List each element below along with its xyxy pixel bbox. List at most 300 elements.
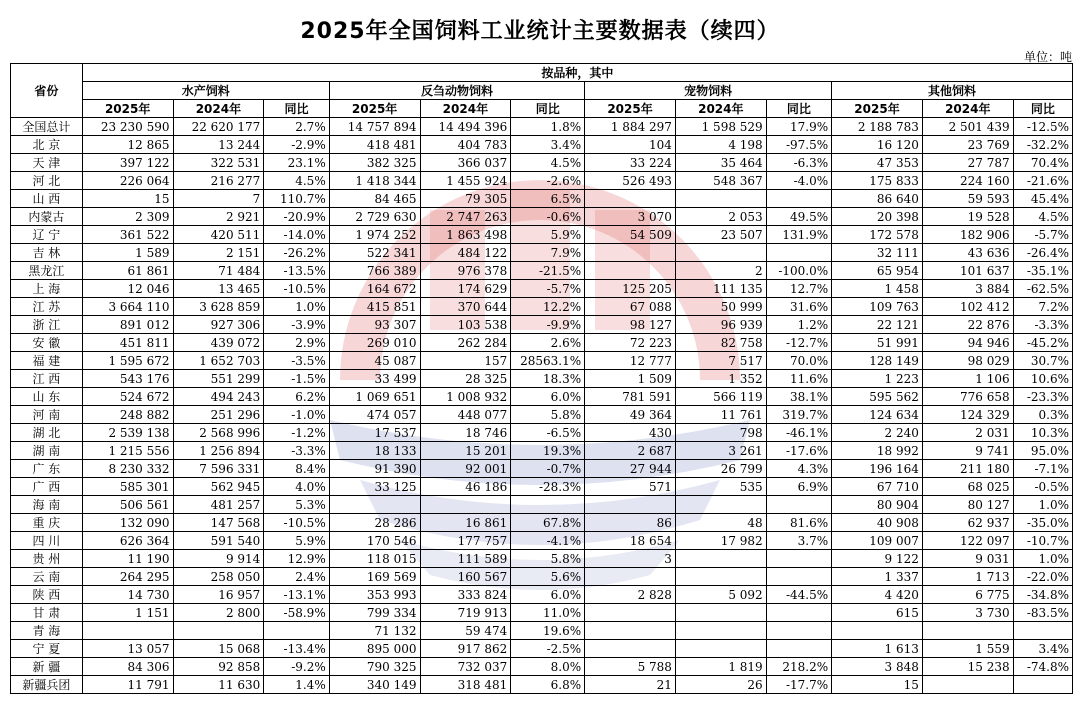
table-row — [11, 478, 1073, 496]
value-cell: 59 474 — [420, 622, 511, 640]
value-cell: 84 465 — [329, 190, 420, 208]
value-cell: 494 243 — [173, 388, 264, 406]
value-cell: 3.7% — [766, 532, 831, 550]
value-cell: 251 296 — [173, 406, 264, 424]
value-cell: 9 031 — [922, 550, 1013, 568]
value-cell: 12.2% — [511, 298, 585, 316]
value-cell: 522 341 — [329, 244, 420, 262]
province-cell: 江 苏 — [11, 298, 83, 316]
value-cell: 62 937 — [922, 514, 1013, 532]
value-cell: -46.1% — [766, 424, 831, 442]
value-cell: 891 012 — [82, 316, 173, 334]
table-row — [11, 406, 1073, 424]
value-cell — [766, 244, 831, 262]
value-cell: 2 568 996 — [173, 424, 264, 442]
table-row — [11, 136, 1073, 154]
value-cell: 4 198 — [675, 136, 766, 154]
value-cell: 26 799 — [675, 460, 766, 478]
value-cell: 6.0% — [511, 586, 585, 604]
page-title: 2025年全国饲料工业统计主要数据表（续四） — [300, 19, 780, 44]
value-cell: 35 464 — [675, 154, 766, 172]
value-cell: 4.5% — [511, 154, 585, 172]
value-cell: 1 598 529 — [675, 118, 766, 136]
value-cell: 7.2% — [1013, 298, 1072, 316]
value-cell: 11 791 — [82, 676, 173, 694]
unit-label: 单位：吨 — [1023, 50, 1072, 64]
value-cell: 7.9% — [511, 244, 585, 262]
value-cell: -12.7% — [766, 334, 831, 352]
value-cell: 1 418 344 — [329, 172, 420, 190]
value-cell: 382 325 — [329, 154, 420, 172]
value-cell: 169 569 — [329, 568, 420, 586]
value-cell: -21.5% — [511, 262, 585, 280]
table-row — [11, 316, 1073, 334]
value-cell: 2.7% — [264, 118, 329, 136]
value-cell: 1 595 672 — [82, 352, 173, 370]
table-row — [11, 334, 1073, 352]
value-cell: 86 — [585, 514, 676, 532]
value-cell: 430 — [585, 424, 676, 442]
value-cell: 595 562 — [832, 388, 923, 406]
value-cell: -21.6% — [1013, 172, 1072, 190]
value-cell: 18 654 — [585, 532, 676, 550]
value-cell: 1 215 556 — [82, 442, 173, 460]
value-cell: 976 378 — [420, 262, 511, 280]
value-cell: 124 634 — [832, 406, 923, 424]
table-row — [11, 442, 1073, 460]
value-cell: 591 540 — [173, 532, 264, 550]
table-row — [11, 262, 1073, 280]
value-cell: 67 710 — [832, 478, 923, 496]
table-row — [11, 190, 1073, 208]
value-cell: 5.8% — [511, 406, 585, 424]
value-cell: 103 538 — [420, 316, 511, 334]
value-cell: 5 788 — [585, 658, 676, 676]
table-row — [11, 568, 1073, 586]
value-cell: 19.6% — [511, 622, 585, 640]
value-cell: 8.4% — [264, 460, 329, 478]
value-cell: 23 230 590 — [82, 118, 173, 136]
value-cell: 566 119 — [675, 388, 766, 406]
value-cell: -100.0% — [766, 262, 831, 280]
value-cell: 12.9% — [264, 550, 329, 568]
value-cell — [766, 640, 831, 658]
value-cell — [82, 622, 173, 640]
province-cell: 广 西 — [11, 478, 83, 496]
value-cell: 71 132 — [329, 622, 420, 640]
value-cell: 2 921 — [173, 208, 264, 226]
value-cell: 94 946 — [922, 334, 1013, 352]
value-cell: 615 — [832, 604, 923, 622]
value-cell: 6.9% — [766, 478, 831, 496]
value-cell: 22 876 — [922, 316, 1013, 334]
value-cell: 0.3% — [1013, 406, 1072, 424]
value-cell: 3 884 — [922, 280, 1013, 298]
value-cell: 67.8% — [511, 514, 585, 532]
value-cell: 1.4% — [264, 676, 329, 694]
value-cell — [420, 496, 511, 514]
value-cell: 164 672 — [329, 280, 420, 298]
value-cell — [1013, 622, 1072, 640]
table-row — [11, 604, 1073, 622]
value-cell: 45 087 — [329, 352, 420, 370]
table-row — [11, 298, 1073, 316]
value-cell: 12 865 — [82, 136, 173, 154]
value-cell: 13 465 — [173, 280, 264, 298]
value-cell — [675, 496, 766, 514]
value-cell: 111 589 — [420, 550, 511, 568]
value-cell: -0.6% — [511, 208, 585, 226]
value-cell: 3 628 859 — [173, 298, 264, 316]
value-cell: 131.9% — [766, 226, 831, 244]
value-cell: 1 458 — [832, 280, 923, 298]
value-cell — [675, 244, 766, 262]
value-cell: 45.4% — [1013, 190, 1072, 208]
value-cell: 7 596 331 — [173, 460, 264, 478]
value-cell: 19 528 — [922, 208, 1013, 226]
value-cell: -3.5% — [264, 352, 329, 370]
value-cell: -13.4% — [264, 640, 329, 658]
value-cell: 264 295 — [82, 568, 173, 586]
value-cell: 98 029 — [922, 352, 1013, 370]
value-cell: 11 190 — [82, 550, 173, 568]
value-cell: 798 — [675, 424, 766, 442]
value-cell — [1013, 676, 1072, 694]
value-cell: 216 277 — [173, 172, 264, 190]
value-cell: -10.5% — [264, 280, 329, 298]
value-cell: 790 325 — [329, 658, 420, 676]
value-cell — [585, 640, 676, 658]
value-cell: 65 954 — [832, 262, 923, 280]
value-cell: 211 180 — [922, 460, 1013, 478]
value-cell — [766, 568, 831, 586]
table-row — [11, 532, 1073, 550]
value-cell: -13.1% — [264, 586, 329, 604]
subcol-2025: 2025年 — [832, 100, 923, 118]
value-cell: 18 992 — [832, 442, 923, 460]
value-cell: 32 111 — [832, 244, 923, 262]
province-cell: 辽 宁 — [11, 226, 83, 244]
value-cell: 118 015 — [329, 550, 420, 568]
value-cell: 6.2% — [264, 388, 329, 406]
value-cell — [832, 622, 923, 640]
value-cell: 8.0% — [511, 658, 585, 676]
value-cell: -22.0% — [1013, 568, 1072, 586]
value-cell: 626 364 — [82, 532, 173, 550]
value-cell: -14.0% — [264, 226, 329, 244]
feed-statistics-table — [10, 63, 1073, 694]
value-cell: 1 151 — [82, 604, 173, 622]
value-cell: 13 057 — [82, 640, 173, 658]
province-cell: 甘 肃 — [11, 604, 83, 622]
value-cell: 174 629 — [420, 280, 511, 298]
value-cell: 2 539 138 — [82, 424, 173, 442]
value-cell: 340 149 — [329, 676, 420, 694]
value-cell: -4.0% — [766, 172, 831, 190]
value-cell: -9.2% — [264, 658, 329, 676]
value-cell: 474 057 — [329, 406, 420, 424]
value-cell: 11 630 — [173, 676, 264, 694]
province-cell: 全国总计 — [11, 118, 83, 136]
value-cell: 2 747 263 — [420, 208, 511, 226]
category-header-aquatic: 水产饲料 — [82, 82, 329, 100]
value-cell: 333 824 — [420, 586, 511, 604]
province-cell: 上 海 — [11, 280, 83, 298]
value-cell: 11.6% — [766, 370, 831, 388]
value-cell: -1.5% — [264, 370, 329, 388]
value-cell: 1 559 — [922, 640, 1013, 658]
table-row — [11, 460, 1073, 478]
province-cell: 山 西 — [11, 190, 83, 208]
value-cell: 319.7% — [766, 406, 831, 424]
value-cell: 6.0% — [511, 388, 585, 406]
value-cell: 30.7% — [1013, 352, 1072, 370]
value-cell: -45.2% — [1013, 334, 1072, 352]
value-cell — [585, 244, 676, 262]
value-cell: -20.9% — [264, 208, 329, 226]
value-cell — [922, 676, 1013, 694]
value-cell: 28563.1% — [511, 352, 585, 370]
subcol-2024: 2024年 — [675, 100, 766, 118]
value-cell: 1 589 — [82, 244, 173, 262]
value-cell: 1 613 — [832, 640, 923, 658]
table-row — [11, 280, 1073, 298]
value-cell: 451 811 — [82, 334, 173, 352]
value-cell: 33 499 — [329, 370, 420, 388]
value-cell: 43 636 — [922, 244, 1013, 262]
value-cell: 6.5% — [511, 190, 585, 208]
value-cell: 48 — [675, 514, 766, 532]
value-cell: 22 121 — [832, 316, 923, 334]
value-cell: -2.5% — [511, 640, 585, 658]
value-cell: 4.5% — [264, 172, 329, 190]
value-cell: 80 904 — [832, 496, 923, 514]
value-cell: 17 982 — [675, 532, 766, 550]
province-cell: 湖 南 — [11, 442, 83, 460]
value-cell — [675, 190, 766, 208]
value-cell: -74.8% — [1013, 658, 1072, 676]
value-cell: -62.5% — [1013, 280, 1072, 298]
value-cell: 10.3% — [1013, 424, 1072, 442]
value-cell: -3.3% — [264, 442, 329, 460]
value-cell — [766, 550, 831, 568]
value-cell: 49.5% — [766, 208, 831, 226]
value-cell: -35.0% — [1013, 514, 1072, 532]
value-cell: 28 286 — [329, 514, 420, 532]
value-cell: 781 591 — [585, 388, 676, 406]
value-cell: 481 257 — [173, 496, 264, 514]
value-cell: 10.6% — [1013, 370, 1072, 388]
subcol-yoy: 同比 — [264, 100, 329, 118]
subcol-yoy: 同比 — [511, 100, 585, 118]
value-cell: 526 493 — [585, 172, 676, 190]
province-cell: 青 海 — [11, 622, 83, 640]
value-cell: 2 729 630 — [329, 208, 420, 226]
value-cell: 6 775 — [922, 586, 1013, 604]
value-cell: -13.5% — [264, 262, 329, 280]
value-cell: 4.0% — [264, 478, 329, 496]
value-cell: 404 783 — [420, 136, 511, 154]
value-cell: 3 848 — [832, 658, 923, 676]
value-cell: 20 398 — [832, 208, 923, 226]
value-cell: 562 945 — [173, 478, 264, 496]
table-row — [11, 244, 1073, 262]
value-cell — [329, 496, 420, 514]
value-cell: 50 999 — [675, 298, 766, 316]
table-row — [11, 640, 1073, 658]
value-cell: 21 — [585, 676, 676, 694]
value-cell: -6.3% — [766, 154, 831, 172]
value-cell — [675, 640, 766, 658]
value-cell: -34.8% — [1013, 586, 1072, 604]
value-cell: 2.6% — [511, 334, 585, 352]
value-cell: 61 861 — [82, 262, 173, 280]
province-cell: 山 东 — [11, 388, 83, 406]
table-row — [11, 550, 1073, 568]
province-cell: 云 南 — [11, 568, 83, 586]
value-cell: -5.7% — [1013, 226, 1072, 244]
value-cell: 18 746 — [420, 424, 511, 442]
value-cell: 318 481 — [420, 676, 511, 694]
province-cell: 北 京 — [11, 136, 83, 154]
value-cell: -2.9% — [264, 136, 329, 154]
province-cell: 安 徽 — [11, 334, 83, 352]
province-cell: 天 津 — [11, 154, 83, 172]
value-cell: 79 305 — [420, 190, 511, 208]
value-cell: 22 620 177 — [173, 118, 264, 136]
value-cell: 3 730 — [922, 604, 1013, 622]
value-cell: -0.7% — [511, 460, 585, 478]
province-cell: 重 庆 — [11, 514, 83, 532]
value-cell: -10.5% — [264, 514, 329, 532]
subcol-2024: 2024年 — [173, 100, 264, 118]
value-cell: 322 531 — [173, 154, 264, 172]
value-cell: 1 509 — [585, 370, 676, 388]
value-cell: 895 000 — [329, 640, 420, 658]
province-cell: 广 东 — [11, 460, 83, 478]
value-cell: 3 — [585, 550, 676, 568]
value-cell — [264, 622, 329, 640]
table-row — [11, 388, 1073, 406]
value-cell: 535 — [675, 478, 766, 496]
value-cell: 196 164 — [832, 460, 923, 478]
value-cell: 95.0% — [1013, 442, 1072, 460]
value-cell: 31.6% — [766, 298, 831, 316]
subcol-yoy: 同比 — [1013, 100, 1072, 118]
province-cell: 湖 北 — [11, 424, 83, 442]
value-cell: 172 578 — [832, 226, 923, 244]
value-cell: 17 537 — [329, 424, 420, 442]
province-cell: 黑龙江 — [11, 262, 83, 280]
value-cell: -17.6% — [766, 442, 831, 460]
value-cell: 18.3% — [511, 370, 585, 388]
value-cell: 361 522 — [82, 226, 173, 244]
value-cell: 2 188 783 — [832, 118, 923, 136]
value-cell: 2 — [675, 262, 766, 280]
value-cell: 15 — [832, 676, 923, 694]
value-cell: 2.9% — [264, 334, 329, 352]
value-cell: 3 261 — [675, 442, 766, 460]
value-cell: -26.4% — [1013, 244, 1072, 262]
value-cell: 28 325 — [420, 370, 511, 388]
table-row — [11, 658, 1073, 676]
value-cell: 917 862 — [420, 640, 511, 658]
value-cell: 92 858 — [173, 658, 264, 676]
value-cell: 104 — [585, 136, 676, 154]
table-row — [11, 352, 1073, 370]
value-cell: 70.0% — [766, 352, 831, 370]
value-cell: 3 070 — [585, 208, 676, 226]
value-cell: 5.6% — [511, 568, 585, 586]
value-cell: 6.8% — [511, 676, 585, 694]
province-cell: 新疆兵团 — [11, 676, 83, 694]
province-cell: 吉 林 — [11, 244, 83, 262]
value-cell: 170 546 — [329, 532, 420, 550]
value-cell: 157 — [420, 352, 511, 370]
value-cell: 9 741 — [922, 442, 1013, 460]
value-cell: -23.3% — [1013, 388, 1072, 406]
value-cell: -6.5% — [511, 424, 585, 442]
value-cell: 1.0% — [1013, 550, 1072, 568]
value-cell: 548 367 — [675, 172, 766, 190]
value-cell: -7.1% — [1013, 460, 1072, 478]
group-header: 按品种，其中 — [82, 64, 1072, 82]
value-cell: 12.7% — [766, 280, 831, 298]
province-cell: 浙 江 — [11, 316, 83, 334]
value-cell — [585, 190, 676, 208]
table-row — [11, 514, 1073, 532]
table-row — [11, 586, 1073, 604]
table-row — [11, 370, 1073, 388]
value-cell: 1 352 — [675, 370, 766, 388]
value-cell — [675, 550, 766, 568]
value-cell: 182 906 — [922, 226, 1013, 244]
value-cell: 418 481 — [329, 136, 420, 154]
province-cell: 宁 夏 — [11, 640, 83, 658]
value-cell: 1 863 498 — [420, 226, 511, 244]
value-cell: 1 884 297 — [585, 118, 676, 136]
value-cell: 2 240 — [832, 424, 923, 442]
value-cell: 54 509 — [585, 226, 676, 244]
value-cell: 93 307 — [329, 316, 420, 334]
value-cell: 248 882 — [82, 406, 173, 424]
value-cell: 7 517 — [675, 352, 766, 370]
value-cell: 15 — [82, 190, 173, 208]
value-cell: 1.0% — [264, 298, 329, 316]
value-cell: 5.3% — [264, 496, 329, 514]
value-cell: 14 730 — [82, 586, 173, 604]
value-cell: 2 151 — [173, 244, 264, 262]
value-cell: 262 284 — [420, 334, 511, 352]
value-cell: 353 993 — [329, 586, 420, 604]
value-cell: 2 031 — [922, 424, 1013, 442]
value-cell: -4.1% — [511, 532, 585, 550]
value-cell: -9.9% — [511, 316, 585, 334]
value-cell: 927 306 — [173, 316, 264, 334]
value-cell: 766 389 — [329, 262, 420, 280]
value-cell: 11 761 — [675, 406, 766, 424]
value-cell — [766, 496, 831, 514]
value-cell — [675, 604, 766, 622]
value-cell: 2 687 — [585, 442, 676, 460]
value-cell: 67 088 — [585, 298, 676, 316]
value-cell: 2.4% — [264, 568, 329, 586]
province-cell: 江 西 — [11, 370, 83, 388]
value-cell: 38.1% — [766, 388, 831, 406]
value-cell: -0.5% — [1013, 478, 1072, 496]
value-cell: 218.2% — [766, 658, 831, 676]
value-cell: 33 224 — [585, 154, 676, 172]
